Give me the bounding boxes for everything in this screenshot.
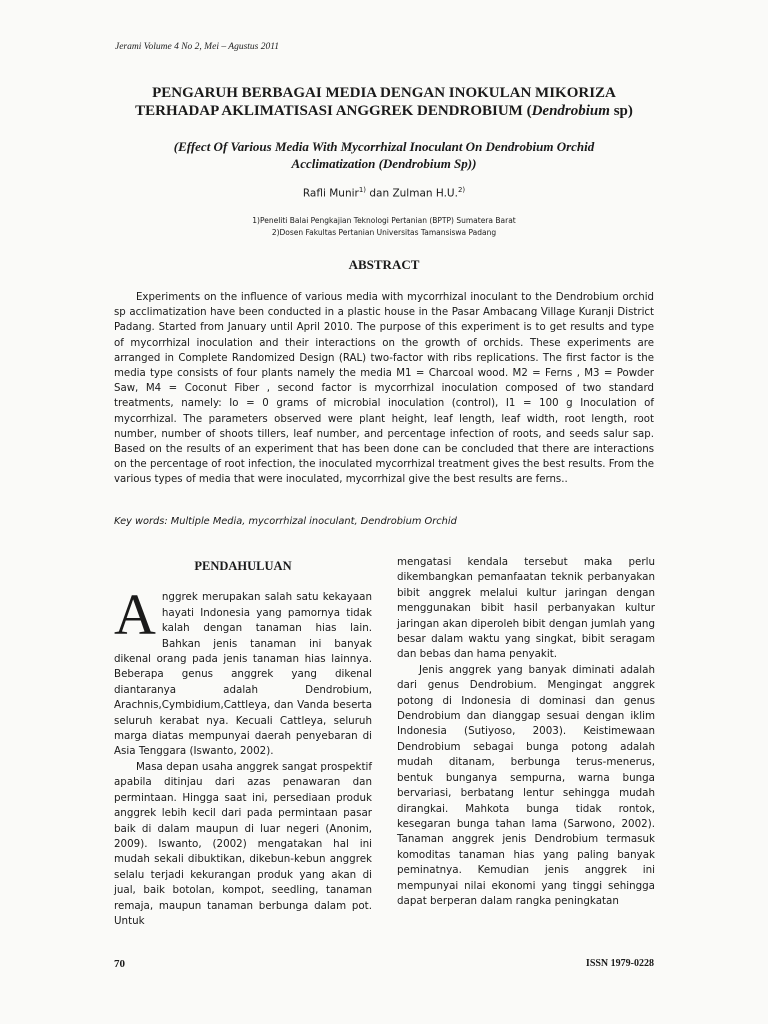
affiliations [140, 215, 628, 239]
title-line-1: PENGARUH BERBAGAI MEDIA DENGAN INOKULAN MIKORIZA [152, 85, 616, 101]
authors: Rafli Munir$^{1)}$ dan Zulman H.U.$^{2)}$ [302, 186, 466, 200]
issn: ISSN 1979-0228 [585, 958, 654, 969]
section-heading-pendahuluan: PENDAHULUAN [194, 559, 292, 573]
page-number: 70 [114, 958, 125, 970]
journal-header: Jerami Volume 4 No 2, Mei – Agustus 2011 [115, 42, 280, 52]
intro-paragraph-1: Anggrek merupakan salah satu kekayaan hayati Indonesia yang pamornya tidak kalah dengan tanaman hias lain. Bahkan jenis tanaman ini banyak dikenal orang pada jenis tanaman hias lainnya. Beberapa genus anggrek yang dikenal diantaranya adalah Dendrobium, Arachnis,Cymbidium,Cattleya, dan Vanda beserta seluruh kerabat nya. Kecuali Cattleya, seluruh marga diatas mempunyai daerah penyebaran di Asia Tenggara (Iswanto, 2002). [114, 582, 372, 758]
intro-paragraph-2: Masa depan usaha anggrek sangat prospektif apabila ditinjau dari azas penawaran dan permintaan. Hingga saat ini, persediaan produk anggrek lebih kecil dari pada permintaan pasar baik di dalam maupun di luar negeri (Anonim, 2009). Iswanto, (2002) mengatakan hal ini mudah sekali dibuktikan, dikebun-kebun anggrek selalu terjadi kekurangan produk yang akan di jual, baik botolan, kompot, seedling, tanaman remaja, maupun tanaman berbunga dalam pot. Untuk [114, 760, 372, 927]
drop-cap: A [114, 582, 156, 648]
paper-title [80, 84, 688, 120]
left-column [114, 556, 372, 929]
abstract-body [114, 290, 654, 488]
english-title-line-1: (Effect Of Various Media With Mycorrhizal Inoculant On Dendrobium Orchid [173, 139, 595, 154]
affiliation-2: 2)Dosen Fakultas Pertanian Universitas Tamansiswa Padang [271, 228, 497, 237]
english-title-line-2: Acclimatization (Dendrobium Sp)) [291, 156, 477, 171]
keywords: Key words: Multiple Media, mycorrhizal inoculant, Dendrobium Orchid [114, 516, 457, 527]
english-title [120, 138, 648, 172]
title-line-2: TERHADAP AKLIMATISASI ANGGREK DENDROBIUM (Dendrobium sp) [135, 103, 633, 119]
abstract-heading: ABSTRACT [348, 257, 420, 272]
intro-paragraph-3: mengatasi kendala tersebut maka perlu dikembangkan pemanfaatan teknik perbanyakan bibit anggrek melalui kultur jaringan dengan menggunakan bibit hasil perbanyakan kultur jaringan akan diperoleh bibit dengan jumlah yang besar dalam waktu yang singkat, bibit seragam dan bebas dan hama penyakit. [397, 556, 655, 661]
right-column [397, 555, 655, 909]
abstract-text: Experiments on the influence of various media with mycorrhizal inoculant to the Dendrobium orchid sp acclimatization have been conducted in a plastic house in the Pasar Ambacang Village Kuranji District Padang. Started from January until April 2010. The purpose of this experiment is to get results and type of mycorrhizal inoculation and their interactions on the growth of orchids. These experiments are arranged in Complete Randomized Design (RAL) two-factor with ribs replications. The first factor is the media type consists of four plants namely the media M1 = Charcoal wood. M2 = Ferns , M3 = Powder Saw, M4 = Coconut Fiber , second factor is mycorrhizal inoculation composed of two standard treatments, namely: Io = 0 grams of microbial inoculation (control), I1 = 100 g Inoculation of mycorrhizal. The parameters observed were plant height, leaf length, leaf width, root length, root number, number of shoots tillers, leaf number, and percentage infection of roots, and seeds salur sap. Based on the results of an experiment that has been done can be concluded that there are interactions on the percentage of root infection, the inoculated mycorrhizal treatment gives the best results. From the various types of media that were inoculated, mycorrhizal give the best results are ferns.. [114, 292, 654, 486]
intro-paragraph-4: Jenis anggrek yang banyak diminati adalah dari genus Dendrobium. Mengingat anggrek potong di Indonesia di dominasi dan genus Dendrobium dan dianggap sesuai dengan iklim Indonesia (Sutiyoso, 2003). Keistimewaan Dendrobium sebagai bunga potong adalah mudah ditanam, berbunga terus-menerus, bentuk bunganya sempurna, warna bunga bervariasi, berbatang lentur sehingga mudah dirangkai. Mahkota bunga tidak rontok, kesegaran bunga tahan lama (Sarwono, 2002). Tanaman anggrek jenis Dendrobium termasuk komoditas tanaman hias yang paling banyak peminatnya. Kemudian jenis anggrek ini mempunyai nilai ekonomi yang tinggi sehingga dapat berperan dalam rangka peningkatan [397, 663, 655, 907]
affiliation-1: 1)Peneliti Balai Pengkajian Teknologi Pertanian (BPTP) Sumatera Barat [252, 216, 516, 225]
